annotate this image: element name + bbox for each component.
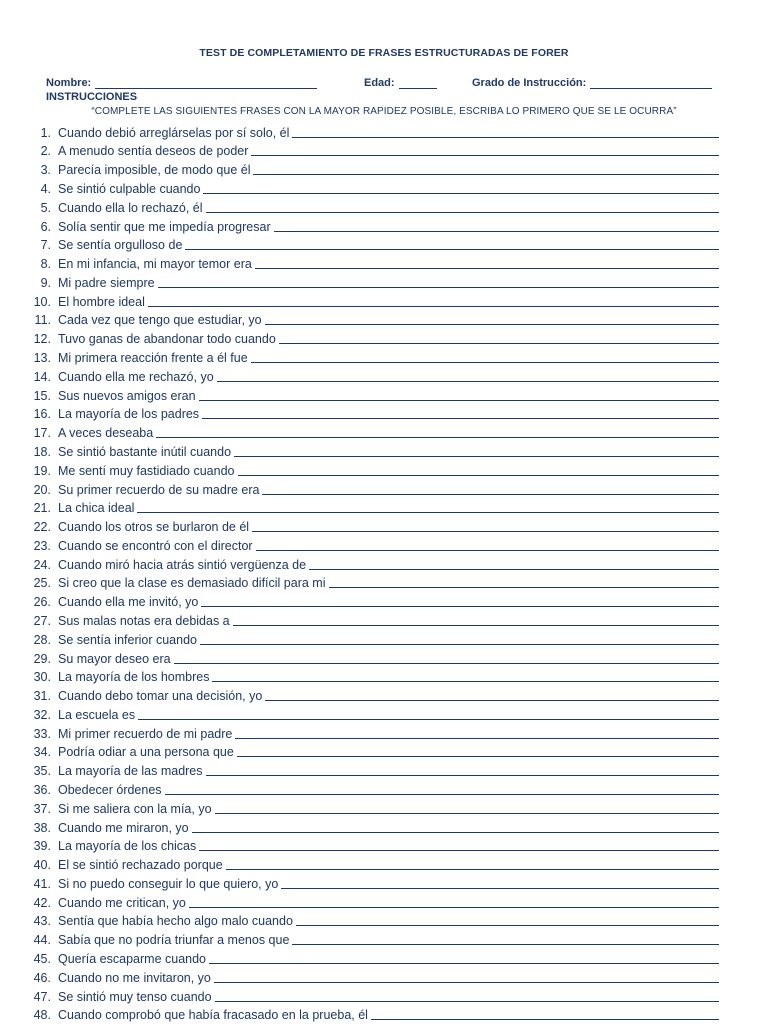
answer-blank[interactable]: [265, 311, 719, 325]
item-number: 17.: [33, 426, 51, 441]
sentence-item: [0, 497, 768, 516]
sentence-stem: Si me saliera con la mía, yo: [58, 801, 212, 816]
sentence-item: [0, 741, 768, 760]
sentence-stem: Podría odiar a una persona que: [58, 745, 234, 760]
answer-blank[interactable]: [253, 161, 719, 175]
answer-blank[interactable]: [189, 894, 719, 908]
sentence-item: [0, 891, 768, 910]
answer-blank[interactable]: [265, 687, 719, 701]
answer-blank[interactable]: [185, 236, 719, 250]
answer-blank[interactable]: [329, 574, 720, 588]
answer-blank[interactable]: [281, 875, 719, 889]
sentence-stem: Cuando debió arreglárselas por sí solo, él: [58, 125, 290, 140]
sentence-stem: Obedecer órdenes: [58, 782, 162, 797]
sentence-item: [0, 403, 768, 422]
sentence-stem: Sabía que no podría triunfar a menos que: [58, 933, 290, 948]
sentence-item: [0, 290, 768, 309]
sentence-stem: La mayoría de los chicas: [58, 839, 197, 854]
item-number: 28.: [33, 632, 51, 647]
item-number: 46.: [33, 970, 51, 985]
sentence-stem: Si no puedo conseguir lo que quiero, yo: [58, 876, 279, 891]
item-number: 12.: [33, 332, 51, 347]
sentence-item: [0, 309, 768, 328]
sentence-item: [0, 647, 768, 666]
sentence-stem: Cada vez que tengo que estudiar, yo: [58, 313, 262, 328]
answer-blank[interactable]: [217, 368, 719, 382]
answer-blank[interactable]: [251, 349, 719, 363]
grade-label: Grado de Instrucción:: [472, 77, 587, 89]
item-number: 23.: [33, 538, 51, 553]
sentence-stem: Me sentí muy fastidiado cuando: [58, 463, 235, 478]
item-number: 38.: [33, 820, 51, 835]
sentence-stem: En mi infancia, mi mayor temor era: [58, 257, 252, 272]
sentence-stem: Cuando me miraron, yo: [58, 820, 189, 835]
item-number: 36.: [33, 782, 51, 797]
sentence-item: [0, 215, 768, 234]
sentence-item: [0, 121, 768, 140]
sentence-item: [0, 778, 768, 797]
sentence-item: [0, 440, 768, 459]
item-number: 37.: [33, 801, 51, 816]
answer-blank[interactable]: [371, 1006, 719, 1020]
item-number: 21.: [33, 501, 51, 516]
sentence-stem: Se sintió bastante inútil cuando: [58, 444, 232, 459]
item-number: 32.: [33, 707, 51, 722]
sentence-stem: Se sentía inferior cuando: [58, 632, 197, 647]
item-number: 10.: [33, 294, 51, 309]
answer-blank[interactable]: [255, 255, 719, 269]
answer-blank[interactable]: [199, 837, 719, 851]
sentence-item: [0, 196, 768, 215]
sentence-item: [0, 365, 768, 384]
answer-blank[interactable]: [165, 781, 719, 795]
answer-blank[interactable]: [233, 612, 719, 626]
item-number: 11.: [34, 313, 51, 328]
sentence-item: [0, 1004, 768, 1023]
item-number: 15.: [33, 388, 51, 403]
sentence-stem: El se sintió rechazado porque: [58, 858, 223, 873]
sentence-item: [0, 177, 768, 196]
name-blank[interactable]: [95, 77, 317, 89]
answer-blank[interactable]: [214, 969, 719, 983]
item-number: 25.: [33, 576, 51, 591]
age-field: [364, 75, 437, 89]
item-number: 47.: [33, 989, 51, 1004]
item-number: 35.: [33, 764, 51, 779]
item-number: 18.: [33, 444, 51, 459]
answer-blank[interactable]: [212, 668, 719, 682]
sentence-stem: Cuando miró hacia atrás sintió vergüenza de: [58, 557, 307, 572]
sentence-stem: Sentía que había hecho algo malo cuando: [58, 914, 293, 929]
sentence-item: [0, 421, 768, 440]
name-field: [46, 75, 317, 89]
sentence-stem: Sus malas notas era debidas a: [58, 613, 230, 628]
sentence-item: [0, 722, 768, 741]
sentence-item: [0, 346, 768, 365]
sentence-item: [0, 459, 768, 478]
item-number: 9.: [40, 275, 51, 290]
sentence-item: [0, 234, 768, 253]
sentence-stem: Se sentía orgulloso de: [58, 238, 183, 253]
item-number: 43.: [33, 914, 51, 929]
age-blank[interactable]: [399, 77, 437, 89]
sentence-stem: Quería escaparme cuando: [58, 952, 207, 966]
sentence-item: [0, 853, 768, 872]
sentence-item: [0, 572, 768, 591]
answer-blank[interactable]: [203, 180, 719, 194]
answer-blank[interactable]: [237, 743, 719, 757]
sentence-stem: Se sintió culpable cuando: [58, 182, 201, 197]
sentence-stem: Cuando ella me rechazó, yo: [58, 369, 214, 384]
item-number: 45.: [33, 952, 51, 966]
sentence-item: [0, 760, 768, 779]
item-number: 39.: [33, 839, 51, 854]
sentence-stem: A menudo sentía deseos de poder: [58, 144, 249, 159]
item-number: 42.: [33, 895, 51, 910]
answer-blank[interactable]: [215, 800, 719, 814]
answer-blank[interactable]: [174, 650, 719, 664]
sentence-stem: Mi primera reacción frente a él fue: [58, 351, 248, 366]
sentence-item: [0, 159, 768, 178]
sentence-stem: A veces deseaba: [58, 426, 154, 441]
sentence-item: [0, 703, 768, 722]
grade-blank[interactable]: [590, 77, 712, 89]
sentence-stem: Cuando ella me invitó, yo: [58, 595, 199, 610]
item-number: 19.: [33, 463, 51, 478]
sentence-item: [0, 252, 768, 271]
sentence-item: [0, 684, 768, 703]
item-number: 41.: [33, 876, 51, 891]
item-number: 34.: [33, 745, 51, 760]
sentence-stem: Si creo que la clase es demasiado difícil para mi: [58, 576, 326, 591]
sentence-stem: Tuvo ganas de abandonar todo cuando: [58, 332, 276, 347]
sentence-stem: Cuando los otros se burlaron de él: [58, 520, 250, 535]
answer-blank[interactable]: [215, 988, 719, 1002]
answer-blank[interactable]: [252, 518, 719, 532]
sentence-item: [0, 384, 768, 403]
sentence-item: [0, 929, 768, 948]
sentence-item: [0, 478, 768, 497]
age-label: Edad:: [364, 77, 395, 89]
sentence-stem: Cuando debo tomar una decisión, yo: [58, 689, 263, 704]
item-number: 4.: [40, 182, 51, 197]
answer-blank[interactable]: [138, 706, 719, 720]
item-number: 2.: [40, 144, 51, 159]
answer-blank[interactable]: [158, 274, 719, 288]
sentence-stem: Parecía imposible, de modo que él: [58, 163, 251, 178]
item-number: 30.: [33, 670, 51, 685]
grade-field: [472, 75, 712, 89]
sentence-item: [0, 328, 768, 347]
sentence-item: [0, 628, 768, 647]
item-number: 20.: [33, 482, 51, 497]
sentence-item: [0, 140, 768, 159]
sentence-stem: Se sintió muy tenso cuando: [58, 989, 212, 1004]
sentence-item: [0, 797, 768, 816]
item-number: 5.: [40, 200, 51, 215]
answer-blank[interactable]: [200, 631, 719, 645]
header-fields: [46, 75, 726, 91]
sentence-stem: Su primer recuerdo de su madre era: [58, 482, 260, 497]
name-label: Nombre:: [46, 77, 92, 89]
instructions-heading: INSTRUCCIONES: [46, 91, 138, 103]
answer-blank[interactable]: [274, 218, 719, 232]
sentence-stem: La mayoría de los hombres: [58, 670, 210, 685]
answer-blank[interactable]: [262, 481, 719, 495]
item-number: 33.: [33, 726, 51, 741]
answer-blank[interactable]: [137, 499, 719, 513]
answer-blank[interactable]: [202, 405, 719, 419]
answer-blank[interactable]: [206, 762, 719, 776]
sentence-stem: La escuela es: [58, 707, 136, 722]
answer-blank[interactable]: [201, 593, 719, 607]
sentence-item: [0, 816, 768, 835]
item-number: 26.: [33, 595, 51, 610]
answer-blank[interactable]: [234, 443, 719, 457]
answer-blank[interactable]: [292, 124, 719, 138]
answer-blank[interactable]: [156, 424, 719, 438]
item-number: 8.: [40, 257, 51, 272]
sentence-item: [0, 985, 768, 1004]
sentence-stem: Su mayor deseo era: [58, 651, 171, 666]
item-number: 44.: [33, 933, 51, 948]
sentence-stem: Cuando ella lo rechazó, él: [58, 200, 203, 215]
item-number: 16.: [33, 407, 51, 422]
answer-blank[interactable]: [226, 856, 719, 870]
sentence-item: [0, 271, 768, 290]
answer-blank[interactable]: [238, 462, 720, 476]
answer-blank[interactable]: [292, 931, 719, 945]
sentence-item: [0, 609, 768, 628]
item-number: 27.: [33, 613, 51, 628]
item-number: 1.: [40, 125, 51, 140]
sentence-stem: Sus nuevos amigos eran: [58, 388, 196, 403]
item-number: 14.: [33, 369, 51, 384]
sentence-item: [0, 910, 768, 929]
item-number: 6.: [40, 219, 51, 234]
document-title: TEST DE COMPLETAMIENTO DE FRASES ESTRUCTURADAS DE FORER: [199, 47, 569, 59]
sentence-stem: Cuando comprobó que había fracasado en la prueba, él: [58, 1008, 368, 1023]
item-number: 24.: [33, 557, 51, 572]
sentence-item: [0, 835, 768, 854]
answer-blank[interactable]: [251, 142, 719, 156]
answer-blank[interactable]: [199, 387, 719, 401]
sentence-stem: Cuando me critican, yo: [58, 895, 186, 910]
sentence-item: [0, 947, 768, 966]
item-number: 29.: [33, 651, 51, 666]
sentence-stem: Mi primer recuerdo de mi padre: [58, 726, 233, 741]
instructions-text: “COMPLETE LAS SIGUIENTES FRASES CON LA MAYOR RAPIDEZ POSIBLE, ESCRIBA LO PRIMERO QUE SE LE OCURRA”: [91, 106, 677, 117]
sentence-item: [0, 872, 768, 891]
answer-blank[interactable]: [235, 725, 719, 739]
answer-blank[interactable]: [192, 819, 719, 833]
answer-blank[interactable]: [209, 950, 719, 964]
item-number: 22.: [33, 520, 51, 535]
sentence-stem: El hombre ideal: [58, 294, 145, 309]
sentence-stem: La mayoría de las madres: [58, 764, 203, 779]
sentence-item: [0, 515, 768, 534]
item-number: 40.: [33, 858, 51, 873]
sentence-item: [0, 553, 768, 572]
sentence-stem: Cuando no me invitaron, yo: [58, 970, 211, 985]
sentence-stem: La mayoría de los padres: [58, 407, 200, 422]
sentence-stem: Mi padre siempre: [58, 275, 155, 290]
sentence-stem: Cuando se encontró con el director: [58, 538, 253, 553]
answer-blank[interactable]: [296, 912, 719, 926]
item-number: 13.: [33, 351, 51, 366]
sentence-item: [0, 591, 768, 610]
sentence-stem: Solía sentir que me impedía progresar: [58, 219, 271, 234]
sentence-item: [0, 534, 768, 553]
sentence-item: [0, 966, 768, 985]
item-number: 31.: [33, 689, 51, 704]
sentence-item: [0, 666, 768, 685]
answer-blank[interactable]: [206, 199, 719, 213]
answer-blank[interactable]: [256, 537, 719, 551]
answer-blank[interactable]: [279, 330, 719, 344]
item-number: 3.: [40, 163, 51, 178]
item-number: 48.: [33, 1008, 51, 1023]
answer-blank[interactable]: [309, 556, 719, 570]
sentence-stem: La chica ideal: [58, 501, 135, 516]
answer-blank[interactable]: [148, 293, 719, 307]
item-number: 7.: [40, 238, 51, 253]
